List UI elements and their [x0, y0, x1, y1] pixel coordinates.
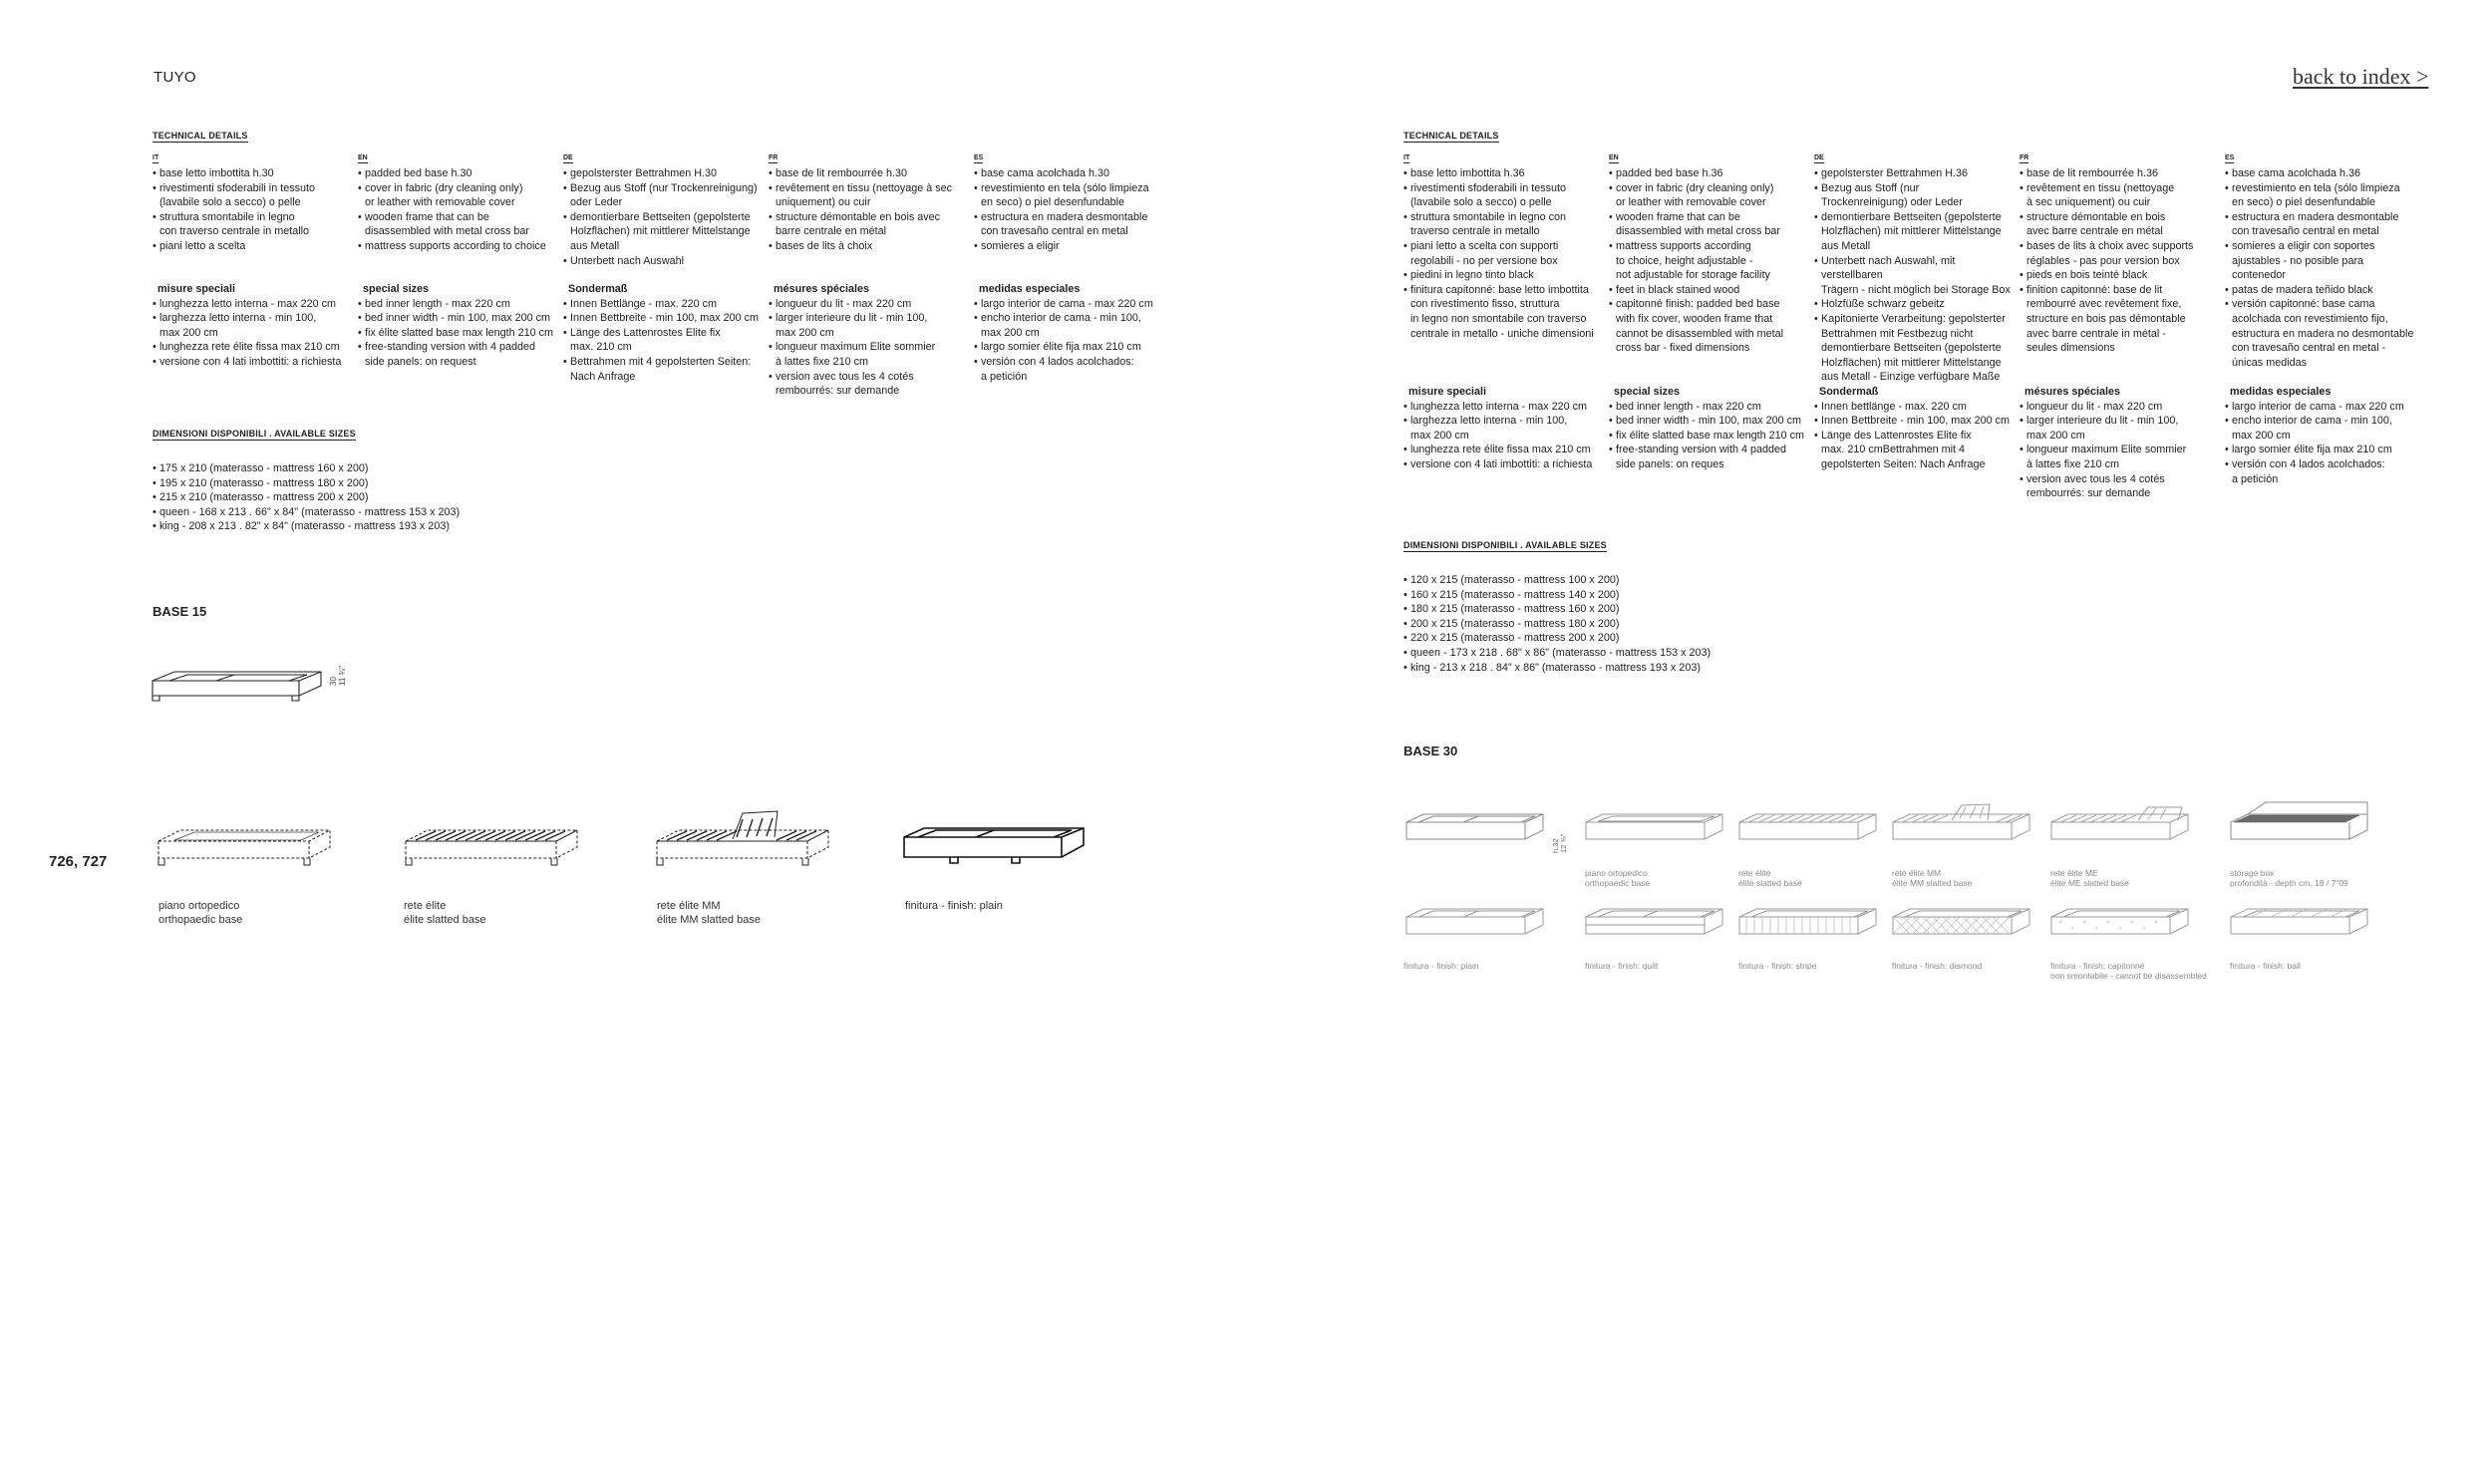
spec-item-continued: uniquement) ou cuir — [776, 196, 871, 209]
spec-item: • piani letto a scelta con supporti — [1403, 239, 1608, 254]
spec-item: • revestimiento en tela (sólo limpieza — [2225, 181, 2429, 196]
spec-item-continued: aus Metall — [1821, 239, 1871, 252]
caption-line: finitura - finish: ball — [2230, 961, 2301, 971]
language-code: DE — [1814, 154, 1824, 161]
tech-column-de — [1814, 149, 2019, 385]
special-size-item-continued: max. 210 cm — [570, 341, 632, 354]
spec-item: • feet in black stained wood — [1609, 283, 1813, 298]
size-item: • 195 x 210 (materasso - mattress 180 x 200) — [153, 476, 460, 491]
special-sizes-heading: mésures spéciales — [2024, 386, 2121, 398]
spec-item-continued: acolchada con revestimiento fijo, — [2232, 312, 2388, 325]
special-sizes-es — [2225, 385, 2429, 486]
left-base-label: BASE 15 — [153, 604, 207, 619]
base-caption — [657, 899, 761, 927]
finish-capitonne-icon — [2048, 907, 2198, 947]
spec-item: • mattress supports according to choice — [358, 239, 562, 254]
spec-item-continued: en seco) o piel desenfundable — [981, 196, 1125, 209]
spec-item-continued: Holzflächen) mit mittlerer Mittelstange — [570, 225, 751, 238]
spec-item-continued: réglables - pas pour version box — [2026, 254, 2180, 267]
base30-storage-box-icon — [2228, 800, 2377, 852]
spec-item: • somieres a eligir con soportes — [2225, 239, 2429, 254]
spec-item-continued: contenedor — [2232, 269, 2287, 282]
spec-item: • Bezug aus Stoff (nur Trockenreinigung) — [563, 181, 768, 196]
spec-item: • finition capitonné: base de lit — [2020, 283, 2224, 298]
spec-item: • struttura smontabile in legno con — [1403, 210, 1608, 225]
special-size-item: • free-standing version with 4 padded — [1609, 443, 1813, 457]
language-code: FR — [2020, 154, 2029, 161]
finish-plain-icon — [1403, 907, 1553, 947]
special-sizes-fr — [2020, 385, 2224, 501]
spec-item-continued: centrale in metallo - uniche dimensioni — [1410, 327, 1594, 340]
caption-line: orthopaedic base — [158, 914, 243, 926]
spec-item-continued: estructura en madera no desmontable — [2232, 327, 2414, 340]
spec-item: • demontierbare Bettseiten (gepolsterte — [563, 210, 768, 225]
special-size-item-continued: a petición — [2232, 472, 2279, 485]
caption-line: finitura - finish: diamond — [1892, 961, 1983, 971]
base30-height-dimension: h.32 12 ⅝" — [1551, 833, 1568, 853]
special-size-item-continued: à lattes fixe 210 cm — [776, 355, 869, 368]
special-size-item: • lunghezza letto interna - max 220 cm — [1403, 400, 1608, 415]
spec-item: • demontierbare Bettseiten (gepolsterte — [1814, 210, 2019, 225]
spec-item-continued: con traverso centrale in metallo — [159, 225, 310, 238]
tech-column-fr — [769, 149, 973, 254]
special-sizes-heading: misure speciali — [1408, 386, 1487, 398]
size-item: • 175 x 210 (materasso - mattress 160 x 200) — [153, 461, 460, 476]
caption-line: piano ortopedico — [1585, 868, 1648, 878]
caption-line: orthopaedic base — [1585, 878, 1651, 888]
spec-item-continued: avec barre centrale in métal - — [2026, 327, 2166, 340]
special-size-item-continued: rembourrés: sur demande — [776, 385, 900, 398]
spec-item: • Unterbett nach Auswahl — [563, 254, 768, 269]
caption-line: profondità - depth cm. 18 / 7"09 — [2230, 878, 2348, 888]
special-sizes-heading: medidas especiales — [2230, 386, 2332, 398]
brand-title: TUYO — [154, 69, 196, 86]
special-size-item: • larger interieure du lit - min 100, — [769, 311, 973, 326]
page-numbers: 726, 727 — [49, 853, 108, 870]
spec-item-continued: regolabili - no per versione box — [1410, 254, 1558, 267]
spec-item: • pieds en bois teinté black — [2020, 268, 2224, 283]
special-size-item-continued: max 200 cm — [981, 326, 1040, 339]
right-technical-details-title: TECHNICAL DETAILS — [1403, 131, 1499, 141]
size-item: • 220 x 215 (materasso - mattress 200 x 200) — [1403, 631, 1711, 646]
back-to-index-link[interactable]: back to index > — [2293, 64, 2429, 89]
special-size-item: • encho interior de cama - min 100, — [2225, 414, 2429, 429]
spec-item-continued: únicas medidas — [2232, 356, 2308, 369]
spec-item: • estructura en madera desmontable — [974, 210, 1178, 225]
spec-item: • revêtement en tissu (nettoyage à sec — [769, 181, 973, 196]
special-size-item: • longueur maximum Elite sommier — [769, 340, 973, 355]
caption-line: rete élite MM — [1892, 868, 1942, 878]
caption-line: rete élite ME — [2050, 868, 2098, 878]
spec-item-continued: with fix cover, wooden frame that — [1616, 312, 1773, 325]
language-code: ES — [974, 154, 984, 161]
base15-height-dimension: 30 11 ¾" — [329, 665, 347, 686]
spec-item-continued: Trägern - nicht möglich bei Storage Box — [1821, 283, 2011, 296]
tech-column-en — [358, 149, 562, 254]
spec-item: • Kapitonierte Verarbeitung: gepolsterter — [1814, 312, 2019, 327]
language-code: DE — [563, 154, 573, 161]
language-code: ES — [2225, 154, 2235, 161]
special-size-item: • longueur du lit - max 220 cm — [2020, 400, 2224, 415]
spec-item: • padded bed base h.30 — [358, 166, 562, 181]
spec-item-continued: avec barre centrale en métal — [2026, 225, 2163, 238]
spec-item: • Unterbett nach Auswahl, mit verstellbaren — [1814, 254, 2019, 283]
spec-item-continued: Bettrahmen mit Festbezug nicht — [1821, 327, 1974, 340]
caption-line: élite MM slatted base — [657, 914, 761, 926]
caption-line: finitura - finish: capitonné — [2050, 961, 2145, 971]
spec-item-continued: oder Leder — [570, 196, 623, 209]
special-size-item: • encho interior de cama - min 100, — [974, 311, 1178, 326]
base-caption — [1738, 868, 1802, 888]
spec-item: • piedini in legno tinto black — [1403, 268, 1608, 283]
spec-item: • bases de lits à choix avec supports — [2020, 239, 2224, 254]
size-item: • king - 208 x 213 . 82" x 84" (materasso - mattress 193 x 203) — [153, 519, 460, 534]
base-caption — [2050, 868, 2129, 888]
special-size-item-continued: side panels: on reques — [1616, 457, 1724, 470]
base30-elite-me-icon — [2048, 805, 2198, 852]
special-sizes-heading: medidas especiales — [979, 283, 1081, 295]
spec-item: • struttura smontabile in legno — [153, 210, 357, 225]
special-size-item: • version avec tous les 4 cotés — [2020, 472, 2224, 487]
special-size-item: • larger interieure du lit - min 100, — [2020, 414, 2224, 429]
spec-item-continued: traverso centrale in metallo — [1410, 225, 1540, 238]
spec-item-continued: con rivestimento fisso, struttura — [1410, 298, 1560, 311]
size-item: • queen - 173 x 218 . 68" x 86" (materasso - mattress 153 x 203) — [1403, 646, 1711, 661]
base-caption — [2230, 868, 2348, 888]
spec-item: • structure démontable en bois avec — [769, 210, 973, 225]
special-size-item: • largo interior de cama - max 220 cm — [974, 297, 1178, 312]
spec-item: • base letto imbottita h.36 — [1403, 166, 1608, 181]
special-size-item: • longueur maximum Elite sommier — [2020, 443, 2224, 457]
spec-item: • base letto imbottita h.30 — [153, 166, 357, 181]
spec-item-continued: (lavabile solo a secco) o pelle — [159, 196, 301, 209]
finish-stripe-icon — [1736, 907, 1886, 947]
caption-line: finitura - finish: plain — [905, 900, 1003, 912]
spec-item: • wooden frame that can be — [358, 210, 562, 225]
special-sizes-it — [1403, 385, 1608, 472]
special-size-item-continued: rembourrés: sur demande — [2026, 487, 2151, 500]
spec-item-continued: à sec uniquement) ou cuir — [2026, 196, 2151, 209]
spec-item: • base cama acolchada h.30 — [974, 166, 1178, 181]
language-code: IT — [1403, 154, 1410, 161]
tech-column-fr — [2020, 149, 2224, 356]
spec-item-continued: in legno non smontabile con traverso — [1410, 312, 1587, 325]
base-caption — [1892, 868, 1972, 888]
left-technical-details-title: TECHNICAL DETAILS — [153, 131, 248, 141]
spec-item: • estructura en madera desmontable — [2225, 210, 2429, 225]
caption-line: piano ortopedico — [158, 900, 240, 912]
special-size-item-continued: max 200 cm — [2232, 429, 2291, 442]
caption-line: élite slatted base — [1738, 878, 1802, 888]
special-sizes-heading: Sondermaß — [1819, 386, 1879, 398]
special-size-item: • largo somier élite fija max 210 cm — [974, 340, 1178, 355]
base-caption — [1585, 868, 1650, 888]
spec-item-continued: structure en bois pas démontable — [2026, 312, 2186, 325]
elite-mm-slatted-base-icon — [653, 809, 832, 885]
spec-item: • bases de lits à choix — [769, 239, 973, 254]
spec-item: • gepolsterster Bettrahmen H.30 — [563, 166, 768, 181]
size-item: • 200 x 215 (materasso - mattress 180 x 200) — [1403, 617, 1711, 632]
special-sizes-de — [1814, 385, 2019, 472]
special-sizes-heading: Sondermaß — [568, 283, 628, 295]
spec-item-continued: con travesaño central en metal — [981, 225, 1128, 238]
spec-item-continued: disassembled with metal cross bar — [365, 225, 530, 238]
special-size-item-continued: Nach Anfrage — [570, 370, 636, 383]
special-size-item: • fix élite slatted base max length 210 cm — [1609, 429, 1813, 444]
right-sizes-list — [1403, 573, 1711, 675]
special-size-item: • versión con 4 lados acolchados: — [2225, 457, 2429, 472]
spec-item: • cover in fabric (dry cleaning only) — [1609, 181, 1813, 196]
finish-caption — [1738, 961, 1816, 971]
spec-item: • capitonné finish: padded bed base — [1609, 297, 1813, 312]
language-code: EN — [358, 154, 368, 161]
special-size-item: • free-standing version with 4 padded — [358, 340, 562, 355]
tech-column-it — [1403, 149, 1608, 341]
finish-ball-icon — [2228, 907, 2377, 947]
spec-item: • wooden frame that can be — [1609, 210, 1813, 225]
special-sizes-fr — [769, 282, 973, 399]
caption-line: élite slatted base — [404, 914, 486, 926]
special-size-item-continued: max 200 cm — [159, 326, 218, 339]
base-caption — [404, 899, 486, 927]
caption-line: rete élite — [1738, 868, 1771, 878]
tech-column-en — [1609, 149, 1813, 356]
caption-line: storage box — [2230, 868, 2275, 878]
caption-line: finitura - finish: stripe — [1738, 961, 1817, 971]
spec-item: • piani letto a scelta — [153, 239, 357, 254]
spec-item-continued: seules dimensions — [2026, 342, 2115, 355]
special-size-item: • larghezza letto interna - min 100, — [1403, 414, 1608, 429]
special-sizes-heading: special sizes — [1614, 386, 1681, 398]
spec-item: • patas de madera teñido black — [2225, 283, 2429, 298]
spec-item-continued: (lavabile solo a secco) o pelle — [1410, 196, 1552, 209]
base30-plain-icon — [1403, 812, 1553, 852]
special-size-item: • Bettrahmen mit 4 gepolsterten Seiten: — [563, 355, 768, 370]
spec-item-continued: not adjustable for storage facility — [1616, 269, 1770, 282]
language-code: IT — [153, 154, 159, 161]
spec-item: • base de lit rembourrée h.30 — [769, 166, 973, 181]
spec-item-continued: aus Metall - Einzige verfügbare Maße — [1821, 371, 2001, 384]
special-size-item-continued: a petición — [981, 370, 1028, 383]
special-size-item-continued: max 200 cm — [2026, 429, 2085, 442]
special-size-item: • lunghezza rete élite fissa max 210 cm — [1403, 443, 1608, 457]
special-size-item-continued: max 200 cm — [1410, 429, 1469, 442]
right-base-label: BASE 30 — [1403, 743, 1458, 758]
spec-item: • Holzfüße schwarz gebeitz — [1814, 297, 2019, 312]
finish-caption — [1403, 961, 1479, 971]
special-size-item: • Innen Bettbreite - min 100, max 200 cm — [1814, 414, 2019, 429]
special-sizes-en — [1609, 385, 1813, 472]
orthopaedic-base-icon — [155, 825, 334, 885]
finish-diamond-icon — [1890, 907, 2039, 947]
caption-line: rete élite MM — [657, 900, 721, 912]
spec-item-continued: or leather with removable cover — [365, 196, 515, 209]
language-code: EN — [1609, 154, 1619, 161]
special-size-item-continued: à lattes fixe 210 cm — [2026, 457, 2120, 470]
special-size-item-continued: max. 210 cmBettrahmen mit 4 — [1821, 444, 1966, 456]
spec-item-continued: Holzflächen) mit mittlerer Mittelstange — [1821, 225, 2002, 238]
spec-item: • padded bed base h.36 — [1609, 166, 1813, 181]
special-sizes-es — [974, 282, 1178, 384]
spec-item: • finitura capitonné: base letto imbottita — [1403, 283, 1608, 298]
plain-finish-base-icon — [900, 825, 1090, 885]
caption-line: rete élite — [404, 900, 447, 912]
elite-slatted-base-icon — [402, 825, 581, 885]
special-size-item: • Länge des Lattenrostes Elite fix — [1814, 429, 2019, 444]
base-caption — [905, 899, 1003, 913]
language-code: FR — [769, 154, 778, 161]
special-sizes-de — [563, 282, 768, 384]
special-size-item-continued: side panels: on request — [365, 355, 476, 368]
spec-item: • somieres a eligir — [974, 239, 1178, 254]
base15-illustration — [150, 668, 329, 718]
spec-item-continued: Trockenreinigung) oder Leder — [1821, 196, 1963, 209]
special-sizes-heading: misure speciali — [157, 283, 236, 295]
left-dimensions-title: DIMENSIONI DISPONIBILI . AVAILABLE SIZES — [153, 429, 356, 439]
spec-item-continued: demontierbare Bettseiten (gepolsterte — [1821, 342, 2002, 355]
special-size-item: • Innen Bettbreite - min 100, max 200 cm — [563, 311, 768, 326]
special-size-item: • Länge des Lattenrostes Elite fix — [563, 326, 768, 341]
special-size-item: • fix élite slatted base max length 210 cm — [358, 326, 562, 341]
special-sizes-heading: mésures spéciales — [774, 283, 870, 295]
special-size-item: • lunghezza rete élite fissa max 210 cm — [153, 340, 357, 355]
finish-caption — [2230, 961, 2301, 971]
spec-item: • rivestimenti sfoderabili in tessuto — [1403, 181, 1608, 196]
spec-item: • rivestimenti sfoderabili in tessuto — [153, 181, 357, 196]
size-item: • queen - 168 x 213 . 66" x 84" (materasso - mattress 153 x 203) — [153, 505, 460, 520]
spec-item-continued: ajustables - no posible para — [2232, 254, 2364, 267]
special-size-item: • bed inner width - min 100, max 200 cm — [358, 311, 562, 326]
finish-caption — [1892, 961, 1982, 971]
caption-line: finitura - finish: plain — [1403, 961, 1479, 971]
caption-line: élite ME slatted base — [2050, 878, 2129, 888]
special-size-item: • bed inner length - max 220 cm — [1609, 400, 1813, 415]
spec-item: • mattress supports according — [1609, 239, 1813, 254]
spec-item: • base cama acolchada h.36 — [2225, 166, 2429, 181]
size-item: • 160 x 215 (materasso - mattress 140 x 200) — [1403, 588, 1711, 603]
size-item: • king - 213 x 218 . 84" x 86" (materasso - mattress 193 x 203) — [1403, 661, 1711, 676]
spec-item-continued: rembourré avec revêtement fixe, — [2026, 298, 2182, 311]
special-size-item: • longueur du lit - max 220 cm — [769, 297, 973, 312]
special-size-item: • Innen Bettlänge - max. 220 cm — [563, 297, 768, 312]
spec-item: • base de lit rembourrée h.36 — [2020, 166, 2224, 181]
spec-item: • Bezug aus Stoff (nur — [1814, 181, 2019, 196]
tech-column-de — [563, 149, 768, 268]
spec-item-continued: cannot be disassembled with metal — [1616, 327, 1784, 340]
caption-line: finitura - finish: quilt — [1585, 961, 1659, 971]
spec-item: • revestimiento en tela (sólo limpieza — [974, 181, 1178, 196]
special-size-item: • lunghezza letto interna - max 220 cm — [153, 297, 357, 312]
special-size-item: • versione con 4 lati imbottiti: a richiesta — [1403, 457, 1608, 472]
spec-item-continued: or leather with removable cover — [1616, 196, 1766, 209]
special-size-item: • version avec tous les 4 cotés — [769, 370, 973, 385]
special-size-item: • bed inner width - min 100, max 200 cm — [1609, 414, 1813, 429]
special-sizes-it — [153, 282, 357, 370]
spec-item: • gepolsterster Bettrahmen H.36 — [1814, 166, 2019, 181]
caption-line: non smontabile - cannot be disassembled — [2050, 971, 2207, 981]
special-size-item: • versione con 4 lati imbottiti: a richiesta — [153, 355, 357, 370]
special-size-item-continued: gepolsterten Seiten: Nach Anfrage — [1821, 457, 1986, 470]
special-size-item: • bed inner length - max 220 cm — [358, 297, 562, 312]
base30-elite-slatted-icon — [1736, 812, 1886, 852]
spec-item-continued: Holzflächen) mit mittlerer Mittelstange — [1821, 356, 2002, 369]
base-caption — [158, 899, 242, 927]
base30-elite-mm-icon — [1890, 802, 2039, 852]
spec-item-continued: barre centrale en métal — [776, 225, 887, 238]
special-size-item-continued: max 200 cm — [776, 326, 834, 339]
finish-quilt-icon — [1583, 907, 1732, 947]
spec-item: • cover in fabric (dry cleaning only) — [358, 181, 562, 196]
caption-line: élite MM slatted base — [1892, 878, 1973, 888]
tech-column-es — [974, 149, 1178, 254]
spec-item-continued: con travesaño central en metal - — [2232, 342, 2386, 355]
spec-item-continued: to choice, height adjustable - — [1616, 254, 1753, 267]
spec-item: • revêtement en tissu (nettoyage — [2020, 181, 2224, 196]
left-sizes-list — [153, 461, 460, 534]
tech-column-es — [2225, 149, 2429, 370]
spec-item-continued: cross bar - fixed dimensions — [1616, 342, 1750, 355]
special-size-item: • Innen bettlänge - max. 220 cm — [1814, 400, 2019, 415]
special-size-item: • largo somier élite fija max 210 cm — [2225, 443, 2429, 457]
special-sizes-en — [358, 282, 562, 370]
spec-item-continued: disassembled with metal cross bar — [1616, 225, 1781, 238]
size-item: • 180 x 215 (materasso - mattress 160 x 200) — [1403, 602, 1711, 617]
special-size-item: • versión con 4 lados acolchados: — [974, 355, 1178, 370]
spec-item: • versión capitonné: base cama — [2225, 297, 2429, 312]
tech-column-it — [153, 149, 357, 254]
special-size-item: • largo interior de cama - max 220 cm — [2225, 400, 2429, 415]
spec-item: • structure démontable en bois — [2020, 210, 2224, 225]
spec-item-continued: con travesaño central en metal — [2232, 225, 2379, 238]
finish-caption — [2050, 961, 2207, 981]
spec-item-continued: en seco) o piel desenfundable — [2232, 196, 2376, 209]
size-item: • 215 x 210 (materasso - mattress 200 x 200) — [153, 490, 460, 505]
right-dimensions-title: DIMENSIONI DISPONIBILI . AVAILABLE SIZES — [1403, 540, 1607, 550]
special-sizes-heading: special sizes — [363, 283, 430, 295]
special-size-item: • larghezza letto interna - min 100, — [153, 311, 357, 326]
base30-orthopaedic-icon — [1583, 812, 1732, 852]
finish-caption — [1585, 961, 1658, 971]
size-item: • 120 x 215 (materasso - mattress 100 x 200) — [1403, 573, 1711, 588]
spec-item-continued: aus Metall — [570, 239, 620, 252]
